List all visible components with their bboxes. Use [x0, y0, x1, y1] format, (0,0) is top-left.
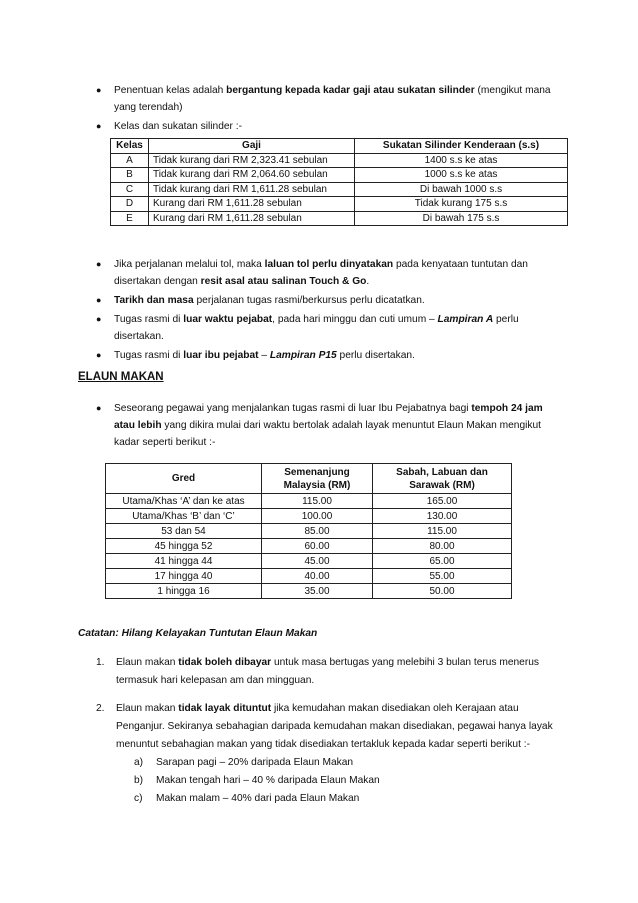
table-row: 45 hingga 52 60.00 80.00 — [106, 539, 512, 554]
section-heading: ELAUN MAKAN — [78, 371, 164, 383]
sub-list-item: b) Makan tengah hari – 40 % daripada Elaun Makan — [134, 775, 380, 786]
list-item: ● Tugas rasmi di luar waktu pejabat, pada hari minggu dan cuti umum – Lampiran A perlu disertakan. — [96, 311, 561, 345]
bullet-icon: ● — [96, 121, 102, 131]
table-header-row: Gred Semenanjung Malaysia (RM) Sabah, Labuan dan Sarawak (RM) — [106, 464, 512, 494]
table-row: B Tidak kurang dari RM 2,064.60 sebulan 1000 s.s ke atas — [111, 168, 568, 183]
bullet-list-top — [96, 82, 561, 137]
bullet-icon: ● — [96, 350, 102, 360]
list-item: ● Jika perjalanan melalui tol, maka laluan tol perlu dinyatakan pada kenyataan tuntutan dan disertakan dengan resit asal atau salinan Touch & Go. — [96, 256, 561, 290]
bullet-icon: ● — [96, 295, 102, 305]
table-row: C Tidak kurang dari RM 1,611.28 sebulan Di bawah 1000 s.s — [111, 182, 568, 197]
list-item: ● Tugas rasmi di luar ibu pejabat – Lampiran P15 perlu disertakan. — [96, 347, 561, 364]
bullet-icon: ● — [96, 259, 102, 269]
list-item: ● Tarikh dan masa perjalanan tugas rasmi/berkursus perlu dicatatkan. — [96, 292, 561, 309]
table-row: D Kurang dari RM 1,611.28 sebulan Tidak kurang 175 s.s — [111, 197, 568, 212]
table-row: E Kurang dari RM 1,611.28 sebulan Di bawah 175 s.s — [111, 211, 568, 226]
note-heading: Catatan: Hilang Kelayakan Tuntutan Elaun Makan — [78, 628, 318, 639]
sub-list — [134, 754, 566, 808]
list-item: ● Penentuan kelas adalah bergantung kepada kadar gaji atau sukatan silinder (mengikut mana yang terendah) — [96, 82, 561, 116]
table-row: Utama/Khas ‘B’ dan ‘C’ 100.00 130.00 — [106, 509, 512, 524]
numbered-list — [96, 654, 566, 818]
list-item: ● Kelas dan sukatan silinder :- — [96, 118, 561, 135]
sub-list-item: a) Sarapan pagi – 20% daripada Elaun Makan — [134, 757, 354, 768]
table-header-row: Kelas Gaji Sukatan Silinder Kenderaan (s.s) — [111, 139, 568, 154]
table-row: 53 dan 54 85.00 115.00 — [106, 524, 512, 539]
table-row: Utama/Khas ‘A’ dan ke atas 115.00 165.00 — [106, 494, 512, 509]
sub-list-item: c) Makan malam – 40% dari pada Elaun Makan — [134, 793, 360, 804]
bullet-icon: ● — [96, 403, 102, 413]
table-row: A Tidak kurang dari RM 2,323.41 sebulan 1400 s.s ke atas — [111, 153, 568, 168]
allowance-table — [105, 463, 512, 599]
bullet-icon: ● — [96, 314, 102, 324]
table-row: 17 hingga 40 40.00 55.00 — [106, 569, 512, 584]
class-table — [110, 138, 568, 226]
list-item: 2. Elaun makan tidak layak dituntut jika kemudahan makan disediakan oleh Kerajaan atau Penganjur. Sekiranya sebahagian daripada kemudahan makan disediakan, pegawai hanya layak menuntut sebahagian makan yang tidak disediakan tertakluk kepada kadar seperti berikut :- a) Sarapan pagi – 20% daripada Elaun Makan b) Makan tengah hari – 40 % daripada Elaun Makan c) Makan malam – 40% dari pada Elaun Makan — [96, 700, 566, 808]
bullet-list-mid — [96, 256, 561, 366]
table-row: 1 hingga 16 35.00 50.00 — [106, 584, 512, 599]
bullet-list-makan — [96, 400, 561, 453]
list-item: ● Seseorang pegawai yang menjalankan tugas rasmi di luar Ibu Pejabatnya bagi tempoh 24 jam atau lebih yang dikira mulai dari waktu bertolak adalah layak menuntut Elaun Makan mengikut kadar seperti berikut :- — [96, 400, 561, 451]
bullet-icon: ● — [96, 85, 102, 95]
list-item: 1. Elaun makan tidak boleh dibayar untuk masa bertugas yang melebihi 3 bulan terus menerus termasuk hari kelepasan am dan mingguan. — [96, 657, 540, 686]
table-row: 41 hingga 44 45.00 65.00 — [106, 554, 512, 569]
